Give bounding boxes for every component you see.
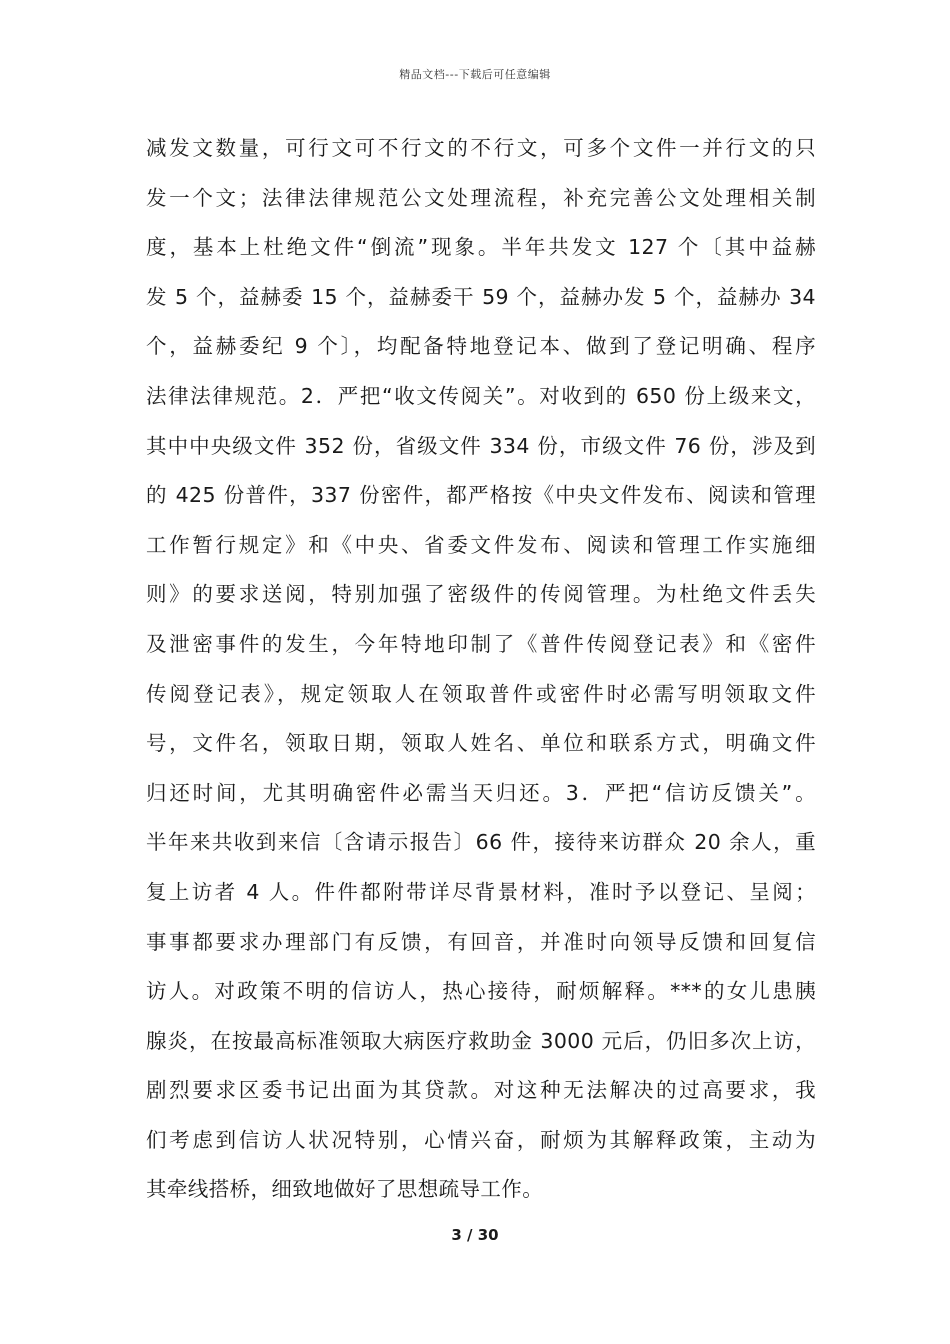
text-line: 们考虑到信访人状况特别，心情兴奋，耐烦为其解释政策，主动为 (146, 1127, 816, 1152)
text-line: 半年来共收到来信〔含请示报告〕66 件，接待来访群众 20 余人，重 (146, 830, 816, 855)
text-line: 传阅登记表》，规定领取人在领取普件或密件时必需写明领取文件 (146, 681, 816, 706)
text-line: 号，文件名，领取日期，领取人姓名、单位和联系方式，明确文件 (146, 731, 816, 756)
text-line: 发一个文；法律法律规范公文处理流程，补充完善公文处理相关制 (146, 185, 816, 210)
page-header: 精品文档---下载后可任意编辑 (399, 68, 551, 81)
text-line: 减发文数量，可行文可不行文的不行文，可多个文件一并行文的只 (146, 136, 816, 160)
text-line: 则》的要求送阅，特别加强了密级件的传阅管理。为杜绝文件丢失 (146, 582, 816, 607)
text-line: 工作暂行规定》和《中央、省委文件发布、阅读和管理工作实施细 (146, 532, 816, 557)
text-line: 的 425 份普件，337 份密件，都严格按《中央文件发布、阅读和管理 (146, 483, 816, 508)
document-body (146, 128, 816, 1219)
text-line: 归还时间，尤其明确密件必需当天归还。3．严把“信访反馈关”。 (146, 780, 816, 805)
text-line: 法律法律规范。2．严把“收文传阅关”。对收到的 650 份上级来文， (146, 383, 816, 408)
text-line: 剧烈要求区委书记出面为其贷款。对这种无法解决的过高要求，我 (146, 1078, 816, 1103)
text-line: 其牵线搭桥，细致地做好了思想疏导工作。 (146, 1177, 544, 1202)
text-line: 复上访者 4 人。件件都附带详尽背景材料，准时予以登记、呈阅； (146, 879, 816, 904)
text-line: 发 5 个，益赫委 15 个，益赫委干 59 个，益赫办发 5 个，益赫办 34 (146, 284, 816, 309)
text-line: 其中中央级文件 352 份，省级文件 334 份，市级文件 76 份，涉及到 (146, 433, 816, 458)
text-line: 访人。对政策不明的信访人，热心接待，耐烦解释。***的女儿患胰 (146, 979, 816, 1004)
page-number: 3 / 30 (451, 1226, 499, 1244)
text-line: 度，基本上杜绝文件“倒流”现象。半年共发文 127 个〔其中益赫 (146, 235, 816, 260)
text-line: 事事都要求办理部门有反馈，有回音，并准时向领导反馈和回复信 (146, 929, 816, 954)
text-line: 腺炎，在按最高标准领取大病医疗救助金 3000 元后，仍旧多次上访， (146, 1028, 816, 1053)
text-line: 及泄密事件的发生，今年特地印制了《普件传阅登记表》和《密件 (146, 631, 816, 656)
text-line: 个，益赫委纪 9 个〕，均配备特地登记本、做到了登记明确、程序 (146, 334, 816, 359)
